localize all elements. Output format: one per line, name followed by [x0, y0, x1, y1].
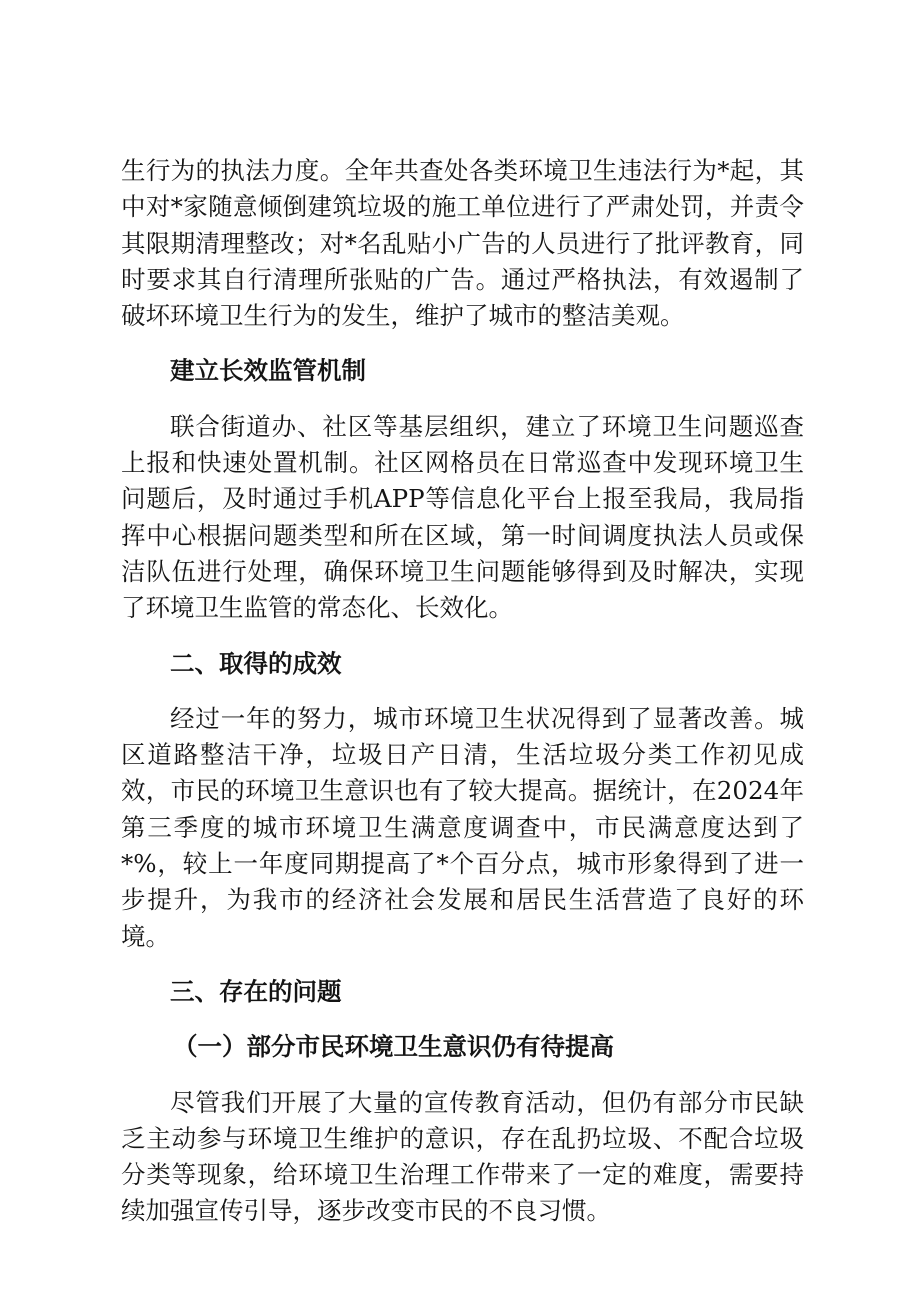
- heading-problems: 三、存在的问题: [170, 976, 342, 1006]
- document-body: [121, 153, 804, 1249]
- subheading-citizen-awareness: （一）部分市民环境卫生意识仍有待提高: [173, 1032, 614, 1062]
- paragraph-citizen-awareness: 尽管我们开展了大量的宣传教育活动，但仍有部分市民缺乏主动参与环境卫生维护的意识，存在乱扔垃圾、不配合垃圾分类等现象，给环境卫生治理工作带来了一定的难度，需要持续加强宣传引导，逐步改变市民的不良习惯。: [121, 1087, 804, 1226]
- paragraph-results: 经过一年的努力，城市环境卫生状况得到了显著改善。城区道路整洁干净，垃圾日产日清，生活垃圾分类工作初见成效，市民的环境卫生意识也有了较大提高。据统计，在2024年第三季度的城市环境卫生满意度调查中，市民满意度达到了*%，较上一年度同期提高了*个百分点，城市形象得到了进一步提升，为我市的经济社会发展和居民生活营造了良好的环境。: [121, 703, 804, 951]
- paragraph-enforcement: 生行为的执法力度。全年共查处各类环境卫生违法行为*起，其中对*家随意倾倒建筑垃圾的施工单位进行了严肃处罚，并责令其限期清理整改；对*名乱贴小广告的人员进行了批评教育，同时要求其自行清理所张贴的广告。通过严格执法，有效遏制了破坏环境卫生行为的发生，维护了城市的整洁美观。: [121, 156, 804, 331]
- paragraph-supervision: 联合街道办、社区等基层组织，建立了环境卫生问题巡查上报和快速处置机制。社区网格员在日常巡查中发现环境卫生问题后，及时通过手机APP等信息化平台上报至我局，我局指挥中心根据问题类型和所在区域，第一时间调度执法人员或保洁队伍进行处理，确保环境卫生问题能够得到及时解决，实现了环境卫生监管的常态化、长效化。: [121, 411, 804, 623]
- heading-results: 二、取得的成效: [170, 648, 342, 678]
- heading-supervision-mechanism: 建立长效监管机制: [170, 356, 366, 386]
